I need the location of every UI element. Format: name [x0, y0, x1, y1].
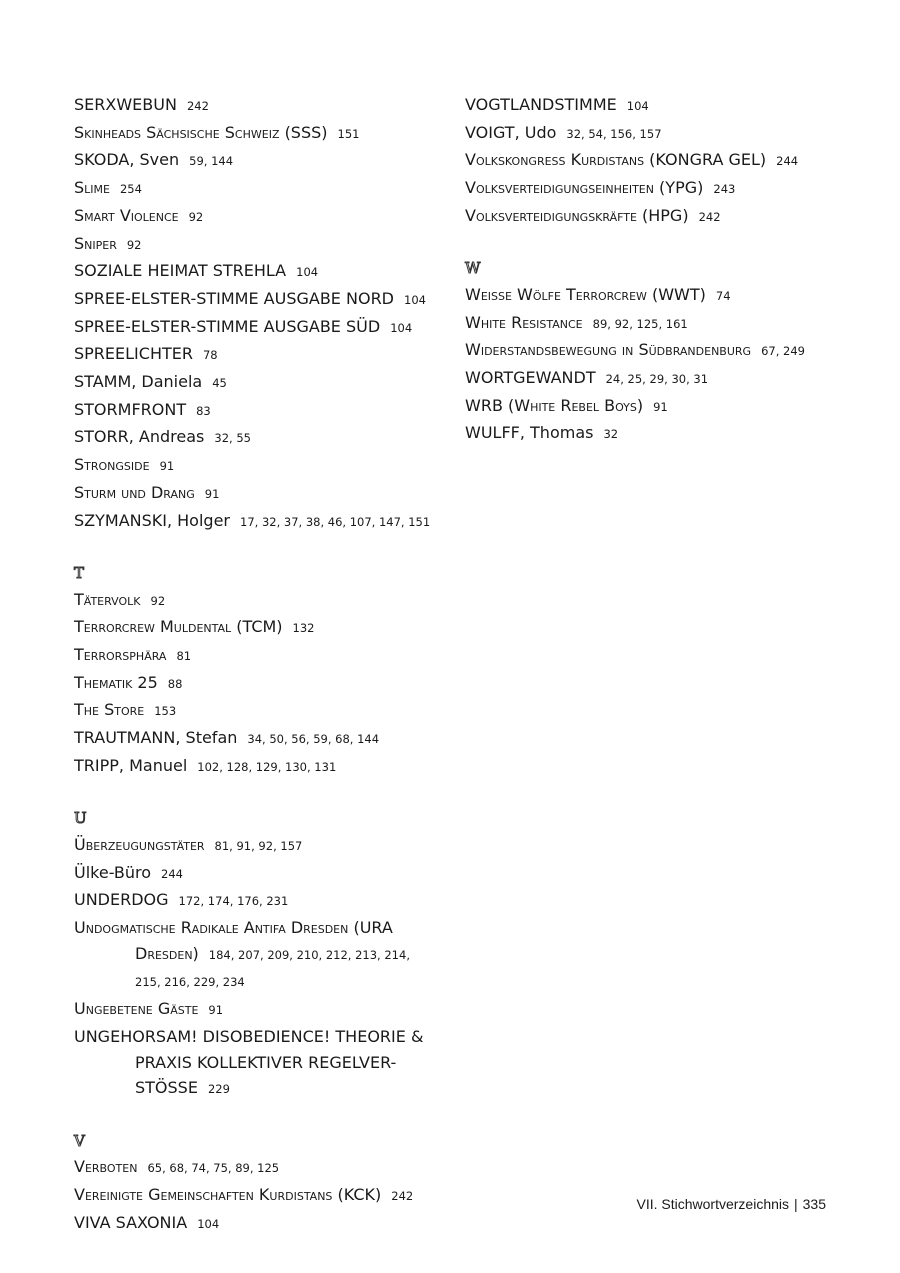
index-pages: 74: [715, 288, 731, 303]
index-pages: 91: [159, 459, 175, 474]
index-continuation: [74, 968, 444, 996]
index-entry: [74, 915, 444, 996]
index-continuation: [74, 1050, 444, 1076]
index-entry: [74, 341, 444, 369]
index-pages: 89, 92, 125, 161: [592, 316, 688, 331]
index-term: VOGTLANDSTIMME: [465, 95, 617, 114]
index-entry: [465, 282, 865, 310]
index-entry: [74, 887, 444, 915]
index-entry: [465, 203, 865, 231]
index-entry: [465, 337, 865, 365]
index-term: Strongside: [74, 455, 150, 475]
index-term: Verboten: [74, 1157, 138, 1177]
index-letter-heading: T: [74, 563, 85, 582]
index-pages: 59, 144: [189, 154, 234, 169]
index-entry: [465, 420, 865, 448]
index-term: WORTGEWANDT: [465, 368, 596, 387]
index-entry: [74, 753, 444, 781]
index-term: Überzeugungstäter: [74, 834, 205, 854]
index-entry: [74, 725, 444, 753]
index-entry: [74, 286, 444, 314]
index-entry: [74, 452, 444, 480]
index-pages: 215, 216, 229, 234: [135, 975, 245, 990]
index-entry: [74, 203, 444, 231]
footer-section-title: VII. Stichwortverzeichnis: [636, 1196, 789, 1212]
index-term: Ungebetene Gäste: [74, 999, 199, 1019]
index-column-left: [74, 92, 444, 1237]
index-term: VOIGT, Udo: [465, 122, 557, 142]
index-term: Terrorsphära: [74, 645, 167, 665]
index-pages: 104: [296, 265, 319, 280]
index-term: WRB (White Rebel Boys): [465, 395, 644, 415]
index-continuation: [74, 1075, 444, 1103]
index-pages: 91: [208, 1003, 224, 1018]
index-pages: 32, 55: [214, 431, 251, 446]
index-letter-heading: U: [74, 809, 87, 828]
index-entry: [74, 508, 444, 536]
index-pages: 104: [626, 99, 649, 113]
index-term: TRIPP, Manuel: [74, 755, 188, 775]
index-pages: 229: [207, 1082, 230, 1097]
index-entry: [74, 587, 444, 615]
index-term: Sniper: [74, 233, 117, 253]
index-term: WULFF, Thomas: [465, 423, 594, 443]
index-entry: [74, 231, 444, 259]
index-pages: 32, 54, 156, 157: [566, 126, 662, 141]
index-entry: [74, 1154, 444, 1182]
index-entry: [74, 369, 444, 397]
index-entry: [74, 480, 444, 508]
index-pages: 91: [204, 486, 220, 501]
index-entry: [74, 175, 444, 203]
index-term: Tätervolk: [74, 589, 141, 609]
index-pages: 92: [150, 593, 166, 608]
index-term: Weisse Wölfe Terrorcrew (WWT): [465, 284, 706, 304]
index-term: UNGEHORSAM! DISOBEDIENCE! THEORIE &: [74, 1026, 424, 1046]
index-term: SPREELICHTER: [74, 344, 193, 364]
index-pages: 67, 249: [761, 344, 805, 359]
index-term: STAMM, Daniela: [74, 372, 203, 392]
index-entry: [465, 147, 865, 175]
index-pages: 153: [154, 704, 177, 719]
index-entry: [74, 832, 444, 860]
index-pages: 102, 128, 129, 130, 131: [197, 759, 337, 774]
index-term: Vereinigte Gemeinschaften Kurdistans (KCK): [74, 1185, 382, 1205]
index-pages: 184, 207, 209, 210, 212, 213, 214,: [208, 947, 410, 962]
index-continuation: [74, 941, 444, 969]
index-term: Volksverteidigungskräfte (HPG): [465, 205, 689, 225]
footer-separator: |: [794, 1196, 798, 1212]
index-entry: [465, 92, 865, 120]
index-entry: [74, 1024, 444, 1103]
index-term: STORR, Andreas: [74, 427, 205, 447]
index-term: Sturm und Drang: [74, 482, 195, 502]
index-entry: [74, 397, 444, 425]
index-term: Volkskongress Kurdistans (KONGRA GEL): [465, 150, 767, 170]
index-term: SPREE-ELSTER-STIMME AUSGABE SÜD: [74, 316, 381, 336]
index-entry: [465, 393, 865, 421]
index-pages: 151: [337, 126, 360, 141]
index-pages: 92: [126, 237, 142, 252]
index-pages: 242: [698, 209, 721, 224]
index-entry: [465, 120, 865, 148]
index-term: SERXWEBUN: [74, 95, 177, 114]
index-term: SZYMANSKI, Holger: [74, 510, 230, 530]
page-footer: [637, 1196, 827, 1212]
index-pages: 104: [197, 1216, 220, 1231]
index-entry: [74, 996, 444, 1024]
index-pages: 172, 174, 176, 231: [178, 894, 289, 909]
index-entry: [465, 310, 865, 338]
index-pages: 83: [196, 403, 211, 418]
index-entry: [465, 175, 865, 203]
index-letter-heading: W: [465, 259, 481, 278]
index-pages: 244: [776, 154, 799, 169]
index-pages: 132: [292, 621, 315, 636]
index-pages: 91: [653, 399, 668, 414]
index-pages: 78: [202, 348, 218, 363]
index-term: White Resistance: [465, 312, 583, 332]
index-letter-heading: V: [74, 1131, 85, 1150]
index-pages: 242: [391, 1189, 414, 1204]
index-term: UNDERDOG: [74, 890, 169, 910]
index-entry: [74, 314, 444, 342]
index-term-continued: STÖSSE: [135, 1078, 198, 1098]
index-term: Undogmatische Radikale Antifa Dresden (URA: [74, 918, 393, 938]
index-term: Slime: [74, 178, 110, 198]
index-term: STORMFRONT: [74, 399, 187, 419]
index-term: SKODA, Sven: [74, 150, 180, 170]
index-pages: 104: [404, 292, 426, 307]
index-pages: 32: [603, 427, 619, 442]
index-entry: [74, 670, 444, 698]
index-pages: 254: [119, 182, 142, 197]
index-term-continued: PRAXIS KOLLEKTIVER REGELVER-: [135, 1052, 397, 1072]
index-pages: 81: [176, 649, 192, 664]
index-term: Thematik 25: [74, 672, 158, 692]
index-column-right: [465, 92, 865, 448]
index-entry: [74, 258, 444, 286]
index-entry: [74, 1182, 444, 1210]
index-term: Terrorcrew Muldental (TCM): [74, 617, 283, 637]
index-pages: 17, 32, 37, 38, 46, 107, 147, 151: [240, 514, 431, 529]
index-entry: [74, 424, 444, 452]
index-pages: 81, 91, 92, 157: [214, 838, 303, 853]
index-entry: [74, 614, 444, 642]
index-pages: 244: [161, 866, 183, 881]
index-entry: [74, 1210, 444, 1238]
index-term-continued: Dresden): [135, 943, 199, 963]
index-pages: 45: [212, 376, 227, 391]
index-term: Widerstandsbewegung in Südbrandenburg: [465, 340, 752, 360]
page-number: 335: [802, 1196, 826, 1212]
index-term: VIVA SAXONIA: [74, 1212, 188, 1232]
index-entry: [74, 120, 444, 148]
index-term: The Store: [74, 700, 145, 720]
index-term: Smart Violence: [74, 205, 179, 225]
index-entry: [74, 860, 444, 888]
index-entry: [465, 365, 865, 393]
index-pages: 88: [167, 676, 183, 691]
index-entry: [74, 147, 444, 175]
index-pages: 24, 25, 29, 30, 31: [605, 372, 709, 386]
index-term: Volksverteidigungseinheiten (YPG): [465, 178, 704, 198]
index-pages: 104: [390, 320, 413, 335]
index-term: Ülke-Büro: [74, 862, 152, 882]
index-term: SPREE-ELSTER-STIMME AUSGABE NORD: [74, 288, 394, 308]
index-entry: [74, 642, 444, 670]
index-term: Skinheads Sächsische Schweiz (SSS): [74, 122, 328, 142]
index-entry: [74, 92, 444, 120]
index-term: SOZIALE HEIMAT STREHLA: [74, 261, 287, 281]
index-pages: 34, 50, 56, 59, 68, 144: [247, 732, 380, 747]
index-entry: [74, 697, 444, 725]
index-term: TRAUTMANN, Stefan: [74, 728, 238, 748]
index-pages: 243: [713, 182, 736, 197]
index-pages: 65, 68, 74, 75, 89, 125: [147, 1161, 280, 1176]
index-pages: 242: [186, 99, 209, 113]
index-pages: 92: [188, 209, 204, 224]
